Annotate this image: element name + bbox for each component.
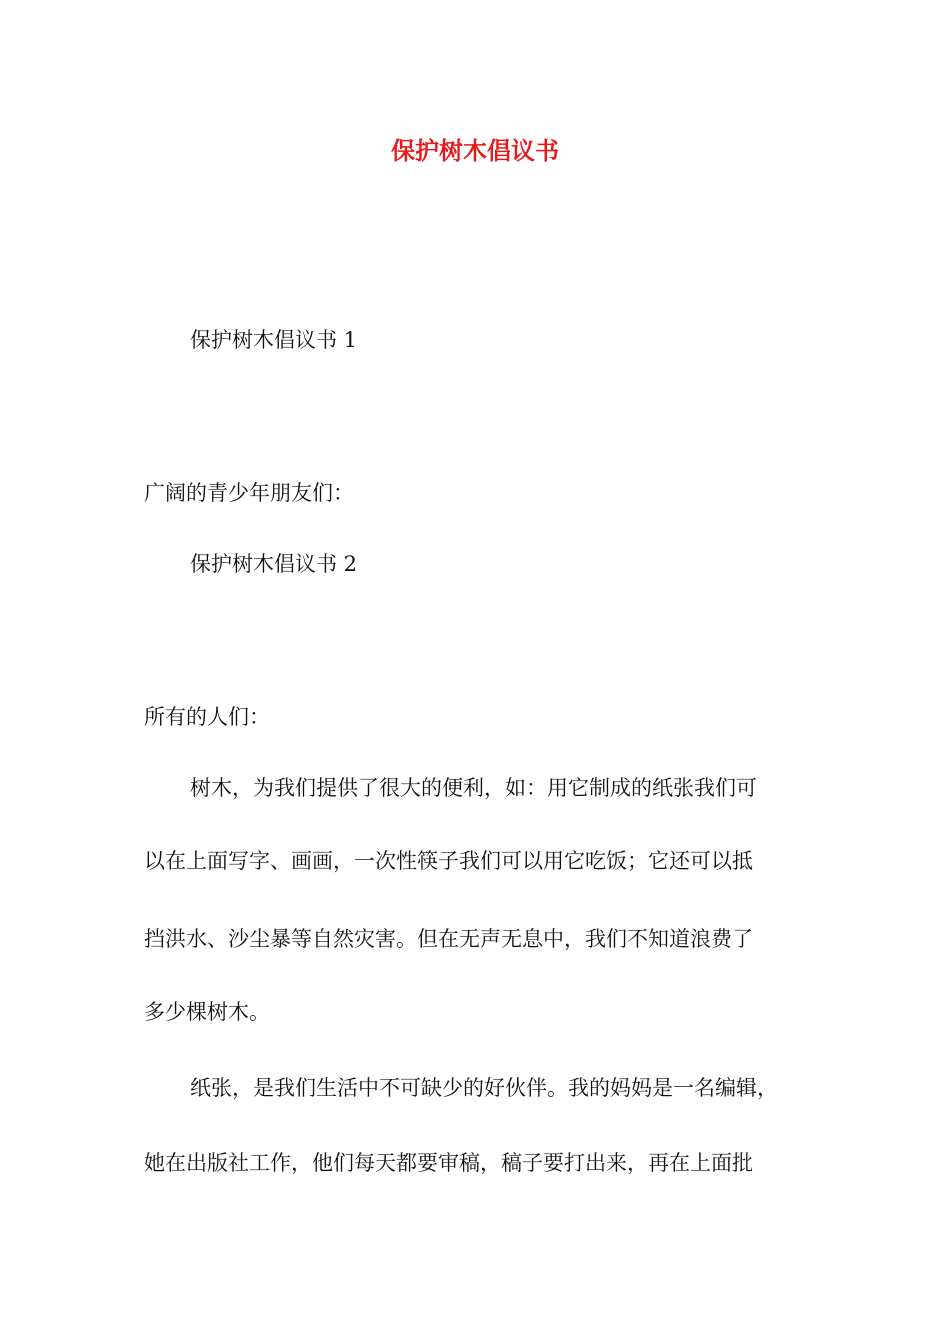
body-text-line: 挡洪水、沙尘暴等自然灾害。但在无声无息中，我们不知道浪费了 [144, 927, 753, 951]
body-text-line: 纸张，是我们生活中不可缺少的好伙伴。我的妈妈是一名编辑， [190, 1076, 778, 1100]
salutation-1: 广阔的青少年朋友们： [144, 481, 354, 505]
section-heading-1: 保护树木倡议书 1 [190, 328, 358, 352]
section-heading-2: 保护树木倡议书 2 [190, 552, 358, 576]
body-text-line: 她在出版社工作，他们每天都要审稿，稿子要打出来，再在上面批 [144, 1151, 753, 1175]
page-title: 保护树木倡议书 [391, 137, 559, 165]
body-text-line: 树木，为我们提供了很大的便利，如：用它制成的纸张我们可 [190, 776, 757, 800]
body-text-line: 以在上面写字、画画，一次性筷子我们可以用它吃饭；它还可以抵 [144, 849, 753, 873]
body-text-line: 多少棵树木。 [144, 1000, 270, 1024]
salutation-2: 所有的人们： [144, 705, 270, 729]
